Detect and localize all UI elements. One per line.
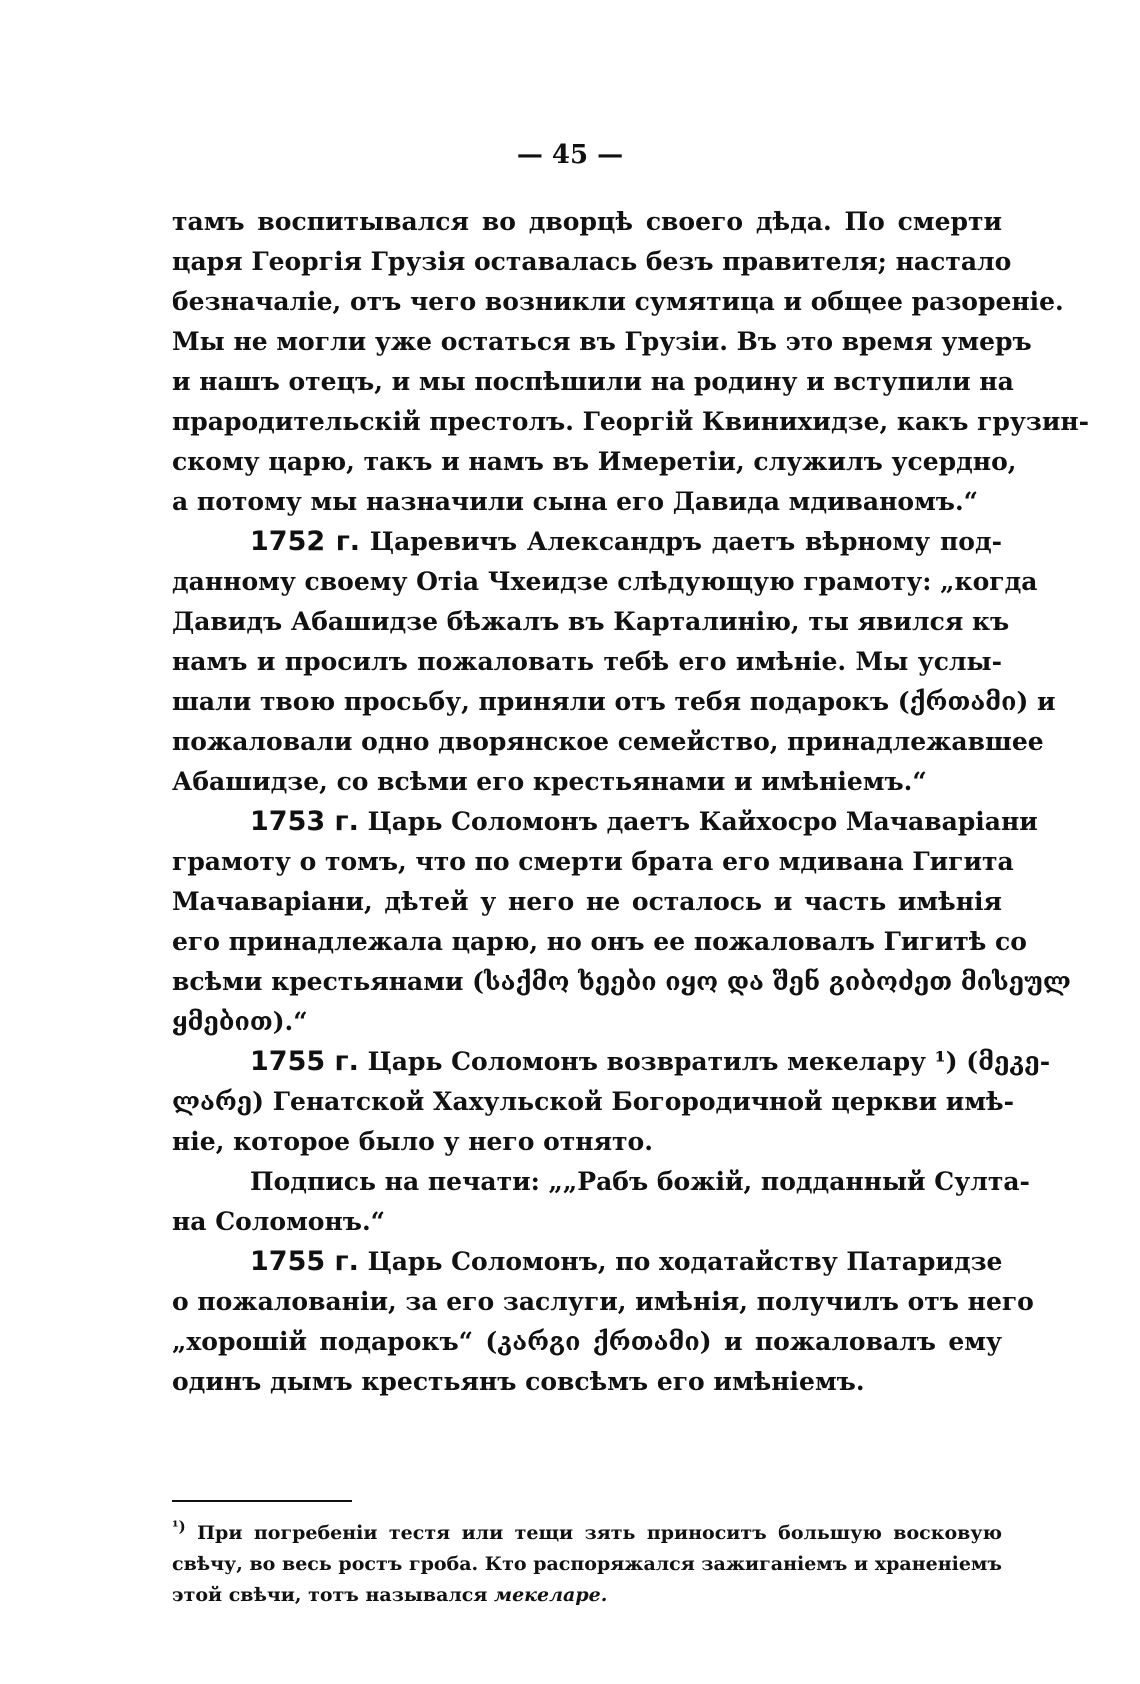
text-line [172, 482, 1002, 522]
line-text: Царевичъ Александръ даетъ вѣрному под- [360, 527, 1002, 556]
line-text: ყმებით).“ [172, 1007, 308, 1036]
text-line [172, 1202, 1002, 1242]
text-line [172, 242, 1012, 282]
year-heading: 1755 г. [250, 1246, 359, 1277]
line-text: ніе, которое было у него отнято. [172, 1127, 653, 1156]
line-text: его принадлежала царю, но онъ ее пожаловалъ Гигитѣ со [172, 927, 1027, 956]
line-text: царя Георгія Грузія оставалась безъ правителя; настало [172, 247, 1012, 276]
text-line [172, 722, 1044, 762]
line-text: данному своему Отіа Чхеидзе слѣдующую грамоту: „когда [172, 567, 1038, 596]
line-text: шали твою просьбу, приняли отъ тебя подарокъ (ქრთამი) и [172, 687, 1056, 716]
line-text: на Соломонъ.“ [172, 1207, 386, 1236]
year-heading: 1753 г. [250, 806, 359, 837]
line-text: безначаліе, отъ чего возникли сумятица и общее разореніе. [172, 287, 1064, 316]
text-line [172, 202, 1002, 242]
text-line [172, 362, 1014, 402]
line-text: ლარე) Генатской Хахульской Богородичной церкви имѣ- [172, 1087, 1014, 1116]
text-line [172, 922, 1027, 962]
year-heading: 1752 г. [250, 526, 361, 557]
line-text: Подпись на печати: „„Рабъ божій, подданный Султа- [250, 1167, 1030, 1196]
line-text: скому царю, такъ и намъ въ Имеретіи, служилъ усердно, [172, 447, 1017, 476]
line-text: Мачаваріани, дѣтей у него не осталось и часть имѣнія [172, 887, 1002, 916]
line-text: Мы не могли уже остаться въ Грузіи. Въ это время умеръ [172, 327, 1032, 356]
text-line [172, 882, 1002, 922]
text-line [172, 1082, 1014, 1122]
line-text: грамоту о томъ, что по смерти брата его мдивана Гигита [172, 847, 1014, 876]
line-text: Давидъ Абашидзе бѣжалъ въ Карталинію, ты явился къ [172, 607, 1010, 636]
text-line [172, 1282, 1034, 1322]
text-line [172, 682, 1056, 722]
line-text: Царь Соломонъ возвратилъ мекелару ¹) (მეკე- [358, 1047, 1051, 1076]
text-line [172, 442, 1017, 482]
footnote-marker: ¹) [172, 1517, 186, 1536]
line-text: одинъ дымъ крестьянъ совсѣмъ его имѣніемъ. [172, 1367, 865, 1396]
footnote-text-3: этой свѣчи, тотъ назывался [172, 1584, 495, 1606]
body-text [172, 202, 1090, 1402]
text-line [172, 322, 1032, 362]
text-line [172, 962, 1071, 1002]
year-heading: 1755 г. [250, 1046, 359, 1077]
text-line [172, 602, 1010, 642]
footnote-divider [172, 1500, 352, 1502]
line-text: пожаловали одно дворянское семейство, принадлежавшее [172, 727, 1044, 756]
text-line [172, 762, 1002, 802]
text-line [172, 642, 1002, 682]
footnote-text-1: При погребеніи тестя или тещи зять приноситъ большую восковую [185, 1522, 1002, 1544]
footnote-line-2: свѣчу, во весь ростъ гроба. Кто распоряжался зажиганіемъ и храненіемъ [172, 1553, 1002, 1575]
footnote-line-1 [172, 1518, 1002, 1549]
footnote-term: мекеларе. [494, 1584, 608, 1606]
footnote [172, 1518, 1002, 1611]
line-text: „хорошій подарокъ“ (კარგი ქრთამი) и пожаловалъ ему [172, 1327, 1002, 1356]
footnote-line-3 [172, 1580, 1002, 1611]
text-line [172, 1122, 1002, 1162]
line-text: Царь Соломонъ, по ходатайству Патаридзе [358, 1247, 1003, 1276]
text-line [172, 402, 1090, 442]
line-text: и нашъ отецъ, и мы поспѣшили на родину и вступили на [172, 367, 1014, 396]
text-line [172, 1362, 1002, 1402]
text-line [172, 1322, 1002, 1362]
text-line [172, 522, 1002, 562]
line-text: Абашидзе, со всѣми его крестьянами и имѣніемъ.“ [172, 767, 927, 796]
line-text: тамъ воспитывался во дворцѣ своего дѣда. По смерти [172, 207, 1002, 236]
text-line [172, 562, 1038, 602]
text-line [172, 1242, 1002, 1282]
line-text: прародительскій престолъ. Георгій Квинихидзе, какъ грузин- [172, 407, 1090, 436]
text-line [172, 842, 1014, 882]
page-number: — 45 — [516, 140, 624, 170]
line-text: а потому мы назначили сына его Давида мдиваномъ.“ [172, 487, 979, 516]
text-line [172, 1002, 1002, 1042]
text-line [172, 282, 1064, 322]
line-text: Царь Соломонъ даетъ Кайхосро Мачаваріани [358, 807, 1038, 836]
line-text: всѣми крестьянами (საქმო ხეები იყო და შენ გიბოძეთ მისეულ [172, 967, 1071, 996]
text-line [172, 802, 1038, 842]
line-text: о пожалованіи, за его заслуги, имѣнія, получилъ отъ него [172, 1287, 1034, 1316]
text-line [172, 1162, 1030, 1202]
line-text: намъ и просилъ пожаловать тебѣ его имѣніе. Мы услы- [172, 647, 1002, 676]
text-line [172, 1042, 1051, 1082]
